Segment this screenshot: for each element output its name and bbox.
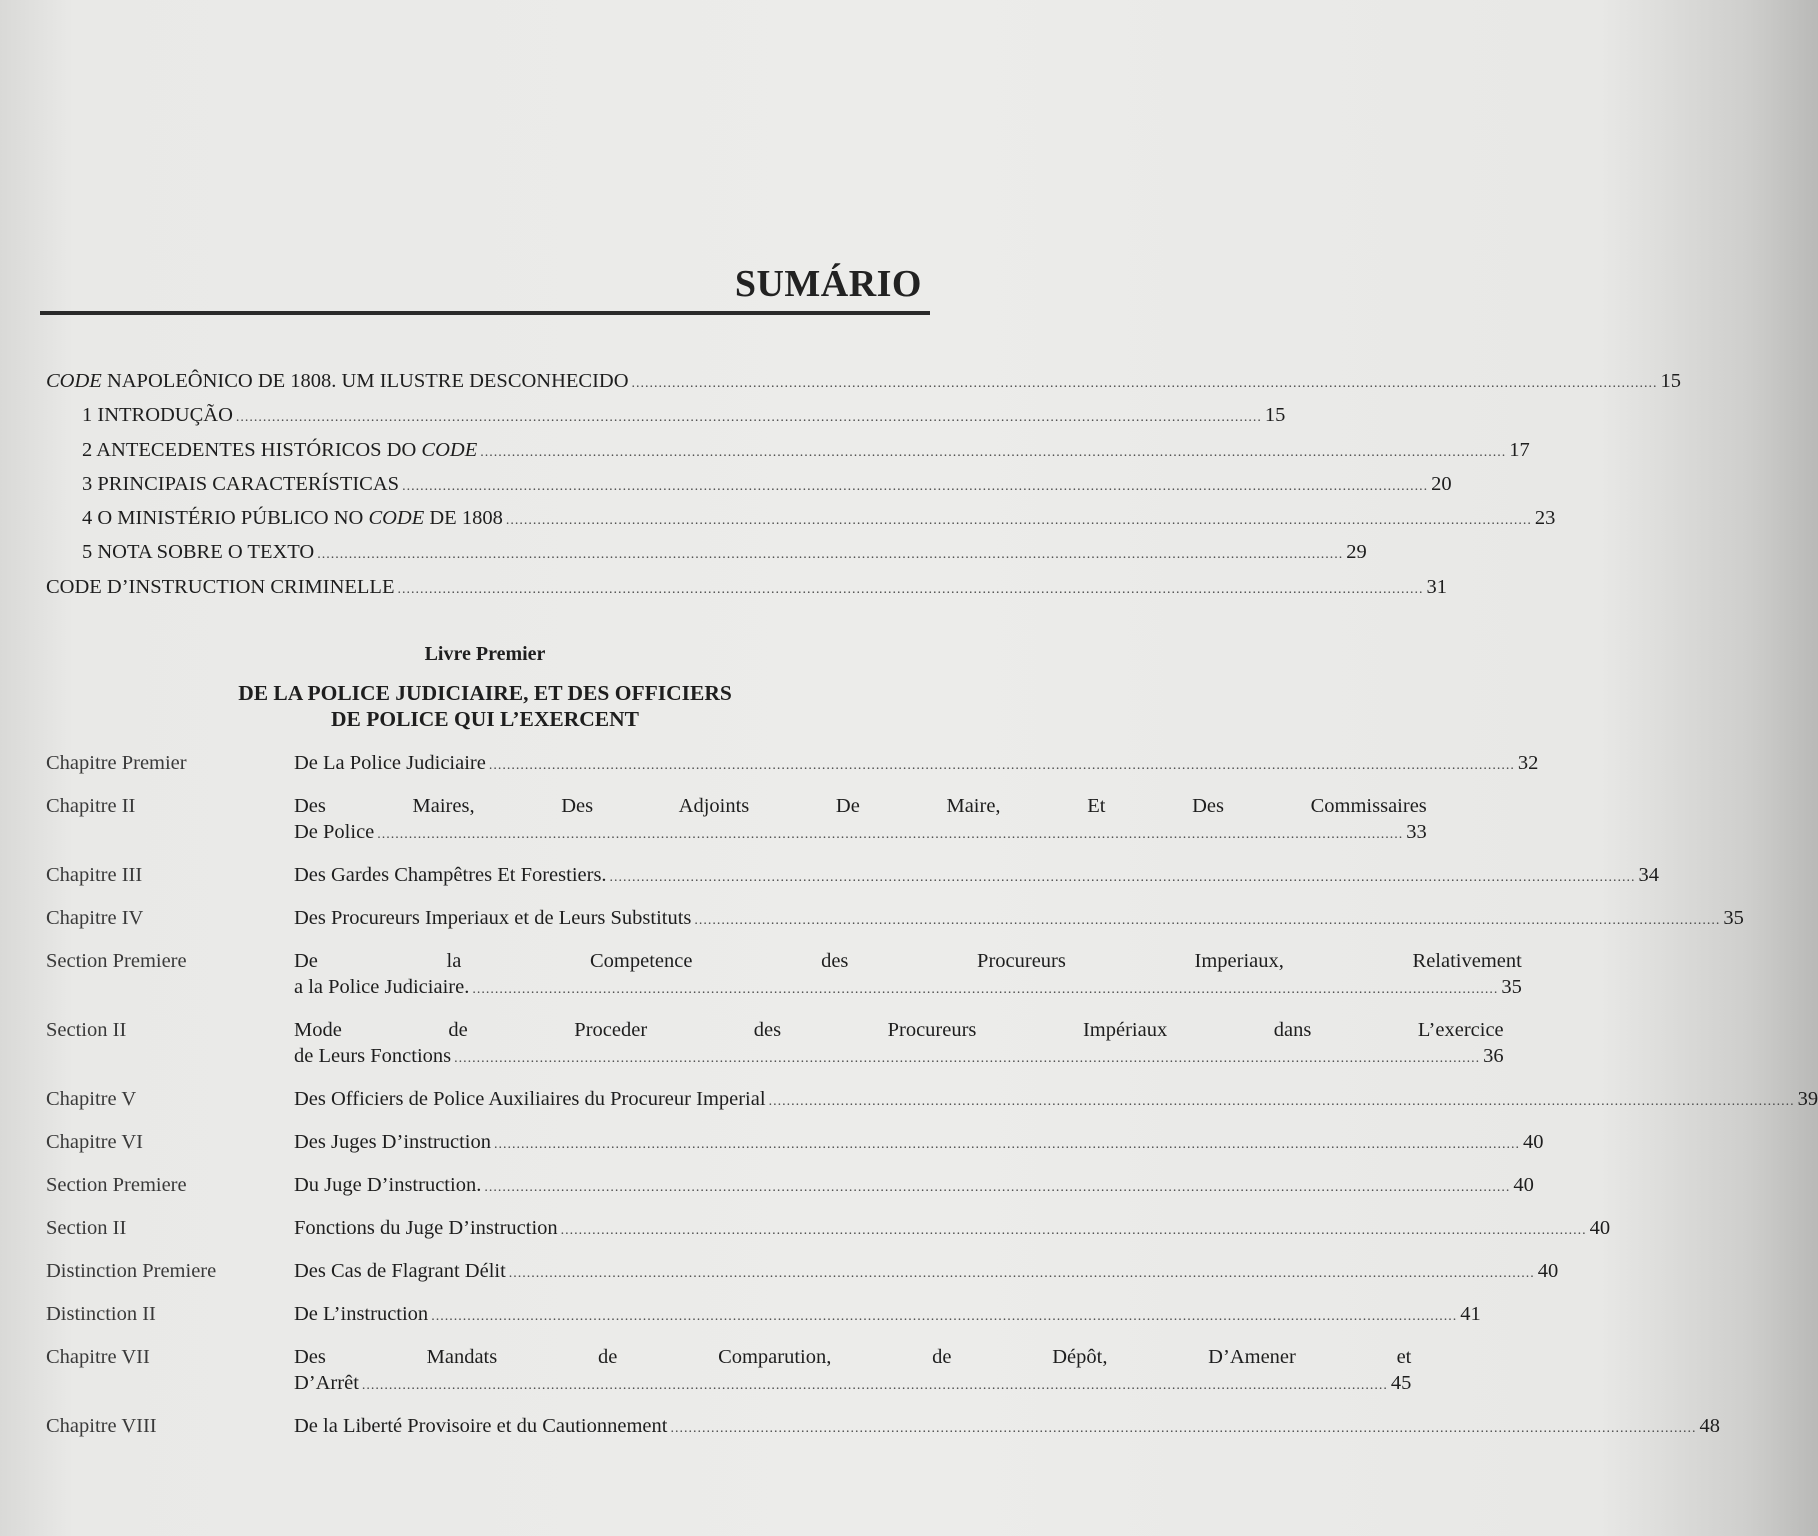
title-rule [40, 311, 930, 315]
toc-entry [46, 573, 1447, 607]
dot-leader [480, 436, 1506, 467]
chapter-entry-text: a la Police Judiciaire. [294, 976, 470, 998]
chapter-row [46, 905, 1744, 934]
toc-entry-text: 5 NOTA SOBRE O TEXTO [82, 541, 315, 564]
toc-entry [46, 401, 1286, 435]
chapter-entry-page: 45 [1390, 1372, 1412, 1394]
chapter-row [46, 1258, 1559, 1287]
chapter-entry-line [294, 905, 1744, 934]
dot-leader [506, 504, 1532, 535]
toc-entry-text: 3 PRINCIPAIS CARACTERÍSTICAS [82, 472, 400, 495]
chapter-label: Section Premiere [46, 1174, 187, 1196]
toc-entry [46, 470, 1452, 504]
chapter-entry [294, 862, 1659, 891]
toc-entry-text: 2 ANTECEDENTES HISTÓRICOS DO [82, 438, 422, 461]
chapter-label: Distinction Premiere [46, 1260, 217, 1282]
toc-entry-text: CODE D’INSTRUCTION CRIMINELLE [46, 575, 395, 598]
chapter-row [46, 1413, 1720, 1442]
dot-leader [397, 573, 1423, 604]
toc-entry-text: 4 O MINISTÉRIO PÚBLICO NO [82, 507, 369, 530]
dot-leader [431, 1301, 1457, 1330]
chapter-entry-page: 36 [1483, 1045, 1504, 1067]
chapter-entry-page: 48 [1699, 1415, 1720, 1437]
toc-entry-italic: CODE [368, 507, 425, 530]
chapter-entry-page: 35 [1723, 907, 1744, 929]
toc-entry-page: 23 [1534, 507, 1556, 530]
chapter-entry-page: 41 [1460, 1303, 1481, 1325]
dot-leader [694, 905, 1720, 934]
toc-entry [46, 538, 1367, 572]
chapter-entry-line [294, 1129, 1544, 1158]
chapter-entry-text: Des Officiers de Police Auxiliaires du Procureur Imperial [294, 1088, 766, 1110]
chapter-entry-line [294, 1370, 1411, 1399]
chapter-entry-first-line: De la Competence des Procureurs Imperiaux, Relativement [294, 950, 1522, 972]
dot-leader [236, 401, 1262, 432]
chapter-entry-text: Des Procureurs Imperiaux et de Leurs Substituts [294, 907, 692, 929]
toc-entry-page: 29 [1346, 541, 1367, 564]
chapter-entry-first-line: Des Maires, Des Adjoints De Maire, Et Des Commissaires [294, 795, 1427, 817]
chapter-label: Chapitre Premier [46, 752, 187, 774]
chapter-entry-text: Des Juges D’instruction [294, 1131, 492, 1153]
dot-leader [494, 1129, 1520, 1158]
chapter-label: Chapitre VI [46, 1131, 143, 1153]
toc-entry-italic: CODE [46, 370, 102, 392]
chapter-label: Chapitre VIII [46, 1415, 157, 1437]
chapter-entry-line [294, 750, 1538, 779]
chapter-row [46, 1301, 1481, 1330]
toc-entry-italic: CODE [421, 438, 478, 461]
chapter-entry [294, 1172, 1534, 1201]
chapter-row [46, 1344, 1412, 1399]
chapter-label: Distinction II [46, 1303, 156, 1325]
chapter-entry-line [294, 974, 1522, 1003]
chapter-entry [294, 1301, 1481, 1330]
book-title-line: DE LA POLICE JUDICIAIRE, ET DES OFFICIERS [238, 681, 732, 705]
chapter-entry-page: 40 [1589, 1217, 1611, 1239]
chapter-entry-page: 32 [1517, 752, 1539, 774]
chapter-entry-line [294, 1413, 1720, 1442]
toc-entry-page: 15 [1264, 404, 1286, 427]
chapter-row [46, 793, 1427, 848]
dot-leader [489, 750, 1515, 779]
chapter-entry [294, 750, 1538, 779]
chapter-entry-line [294, 1172, 1534, 1201]
chapter-row [46, 1215, 1611, 1244]
chapter-row [46, 1017, 1504, 1072]
chapter-entry [294, 1413, 1720, 1442]
book-heading: Livre Premier [424, 643, 546, 665]
dot-leader [484, 1172, 1510, 1201]
chapter-entry-text: Fonctions du Juge D’instruction [294, 1217, 558, 1239]
dot-leader [509, 1258, 1535, 1287]
toc-entry-page: 20 [1431, 472, 1452, 495]
chapter-entry-line [294, 1301, 1481, 1330]
chapter-row [46, 1129, 1544, 1158]
chapter-entry-text: Du Juge D’instruction. [294, 1174, 482, 1196]
chapter-row [46, 948, 1522, 1003]
dot-leader [377, 819, 1403, 848]
chapter-list [46, 750, 1818, 1456]
toc-entry-text: NAPOLEÔNICO DE 1808. UM ILUSTRE DESCONHECIDO [101, 370, 629, 392]
chapter-entry-text: Des Cas de Flagrant Délit [294, 1260, 506, 1282]
toc-entry-page: 15 [1660, 370, 1682, 392]
chapter-entry-text: De Police [294, 821, 375, 843]
chapter-entry-page: 35 [1501, 976, 1522, 998]
book-title [0, 680, 970, 732]
chapter-entry-text: Des Gardes Champêtres Et Forestiers. [294, 864, 607, 886]
chapter-row [46, 1086, 1818, 1115]
toc-entry-tail: DE 1808 [424, 507, 503, 530]
chapter-entry-text: De L’instruction [294, 1303, 429, 1325]
chapter-entry-line [294, 1215, 1610, 1244]
chapter-entry [294, 1215, 1610, 1244]
dot-leader [402, 470, 1428, 501]
dot-leader [472, 974, 1498, 1003]
chapter-row [46, 1172, 1534, 1201]
chapter-entry [294, 1344, 1411, 1399]
chapter-entry [294, 1129, 1544, 1158]
chapter-row [46, 862, 1660, 891]
chapter-entry-line [294, 1043, 1504, 1072]
chapter-entry-text: de Leurs Fonctions [294, 1045, 452, 1067]
chapter-label: Section II [46, 1217, 127, 1239]
toc-entry [46, 367, 1682, 401]
chapter-entry-first-line: Des Mandats de Comparution, de Dépôt, D’Amener et [294, 1346, 1412, 1368]
toc-entry [46, 436, 1530, 470]
chapter-entry-text: D’Arrêt [294, 1372, 359, 1394]
toc-entry-page: 17 [1509, 438, 1530, 461]
toc-entry-text: 1 INTRODUÇÃO [82, 404, 233, 427]
chapter-label: Chapitre VII [46, 1346, 150, 1368]
chapter-entry-line [294, 1086, 1818, 1115]
chapter-entry-page: 40 [1523, 1131, 1544, 1153]
chapter-entry-page: 34 [1638, 864, 1660, 886]
chapter-entry [294, 1086, 1818, 1115]
page-title: SUMÁRIO [734, 263, 922, 305]
chapter-entry-text: De La Police Judiciaire [294, 752, 486, 774]
dot-leader [561, 1215, 1587, 1244]
chapter-label: Chapitre IV [46, 907, 144, 929]
chapter-label: Chapitre V [46, 1088, 137, 1110]
dot-leader [454, 1043, 1480, 1072]
chapter-label: Chapitre III [46, 864, 143, 886]
dot-leader [317, 538, 1343, 569]
chapter-entry [294, 905, 1744, 934]
chapter-entry-page: 40 [1513, 1174, 1534, 1196]
chapter-entry-page: 33 [1406, 821, 1427, 843]
dot-leader [769, 1086, 1795, 1115]
chapter-entry [294, 948, 1522, 1003]
chapter-label: Chapitre II [46, 795, 136, 817]
chapter-entry-line [294, 1258, 1558, 1287]
chapter-label: Section Premiere [46, 950, 187, 972]
chapter-entry-line [294, 819, 1427, 848]
toc-entry-page: 31 [1426, 575, 1447, 598]
chapter-entry-line [294, 862, 1659, 891]
chapter-entry [294, 1017, 1504, 1072]
chapter-row [46, 750, 1539, 779]
chapter-entry [294, 793, 1427, 848]
dot-leader [362, 1370, 1388, 1399]
chapter-entry [294, 1258, 1558, 1287]
chapter-entry-page: 40 [1537, 1260, 1559, 1282]
dot-leader [610, 862, 1636, 891]
book-title-line: DE POLICE QUI L’EXERCENT [330, 707, 640, 731]
dot-leader [670, 1413, 1696, 1442]
chapter-entry-page: 39 [1797, 1088, 1818, 1110]
chapter-entry-text: De la Liberté Provisoire et du Cautionnement [294, 1415, 668, 1437]
toc-entry [46, 504, 1556, 538]
chapter-label: Section II [46, 1019, 127, 1041]
dot-leader [632, 367, 1658, 398]
chapter-entry-first-line: Mode de Proceder des Procureurs Impériaux dans L’exercice [294, 1019, 1504, 1041]
toc-top-list [46, 367, 1682, 607]
